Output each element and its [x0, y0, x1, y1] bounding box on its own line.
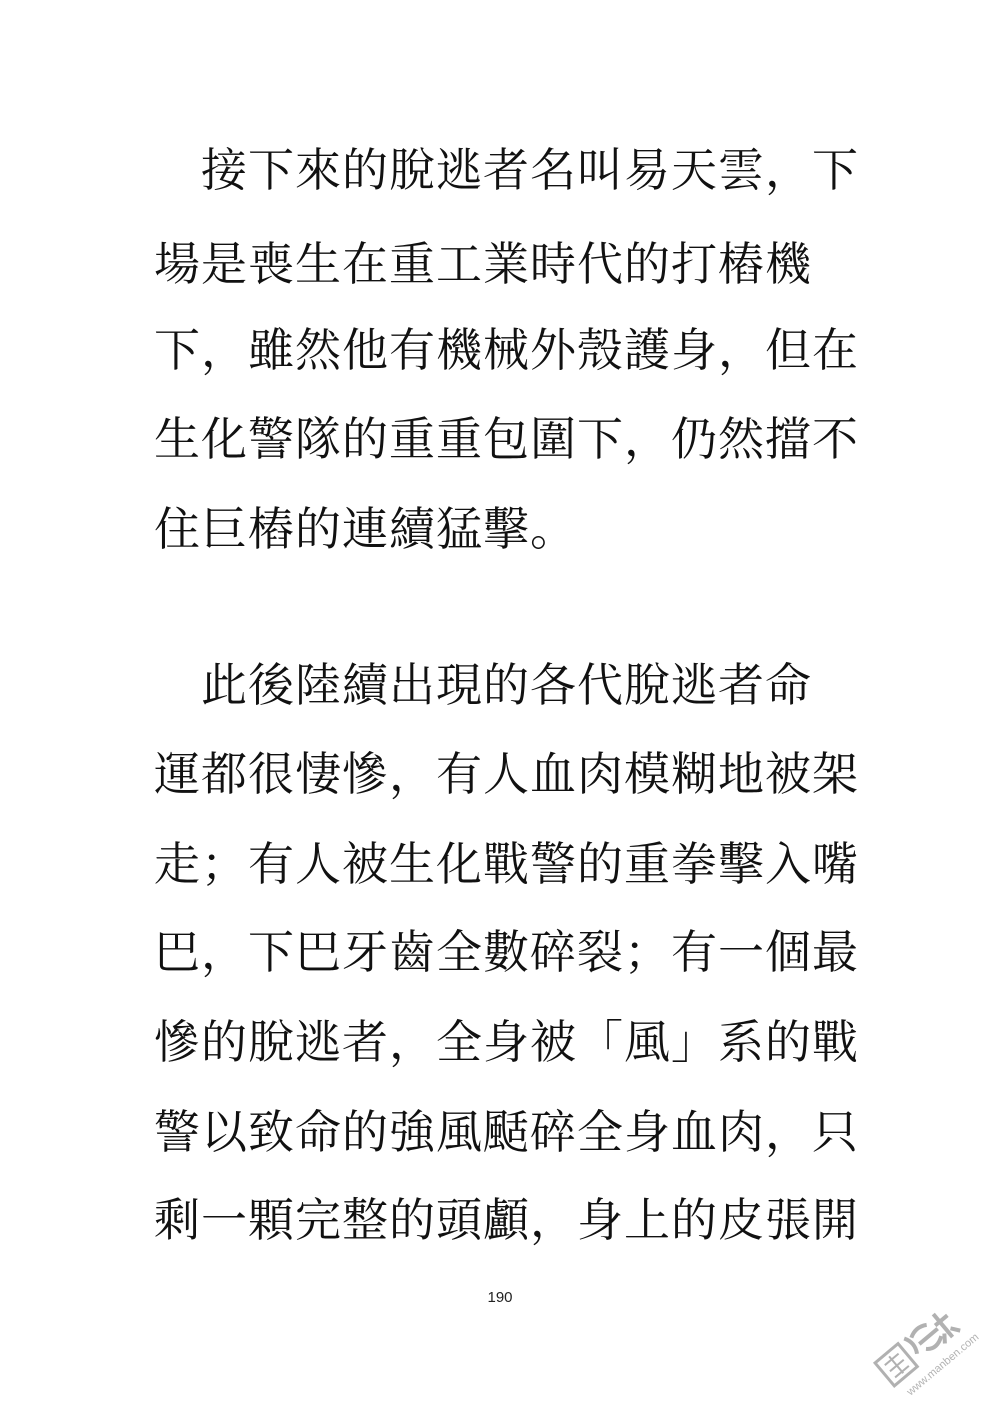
- svg-text:www.manben.com: www.manben.com: [904, 1331, 982, 1399]
- paragraph-1-line-3: 下，雖然他有機械外殼護身，但在: [154, 323, 859, 377]
- paragraph-2-line-2: 運都很悽慘，有人血肉模糊地被架: [154, 747, 859, 801]
- paragraph-2-line-4: 巴，下巴牙齒全數碎裂；有一個最: [154, 925, 859, 979]
- paragraph-1-line-1: 接下來的脫逃者名叫易天雲，下: [154, 143, 859, 197]
- paragraph-2-line-7: 剩一顆完整的頭顱，身上的皮張開: [154, 1193, 859, 1247]
- paragraph-1-line-5: 住巨樁的連續猛擊。: [154, 502, 577, 556]
- paragraph-2-line-3: 走；有人被生化戰警的重拳擊入嘴: [154, 837, 859, 891]
- paragraph-2-line-6: 警以致命的強風颳碎全身血肉，只: [154, 1105, 859, 1159]
- watermark-logo: [858, 1272, 998, 1412]
- page-number: 190: [487, 1289, 513, 1306]
- paragraph-2-line-1: 此後陸續出現的各代脫逃者命: [154, 658, 812, 712]
- paragraph-1-line-4: 生化警隊的重重包圍下，仍然擋不: [154, 412, 859, 466]
- paragraph-1-line-2: 場是喪生在重工業時代的打樁機: [154, 237, 812, 291]
- paragraph-2-line-5: 慘的脫逃者，全身被「風」系的戰: [154, 1015, 859, 1069]
